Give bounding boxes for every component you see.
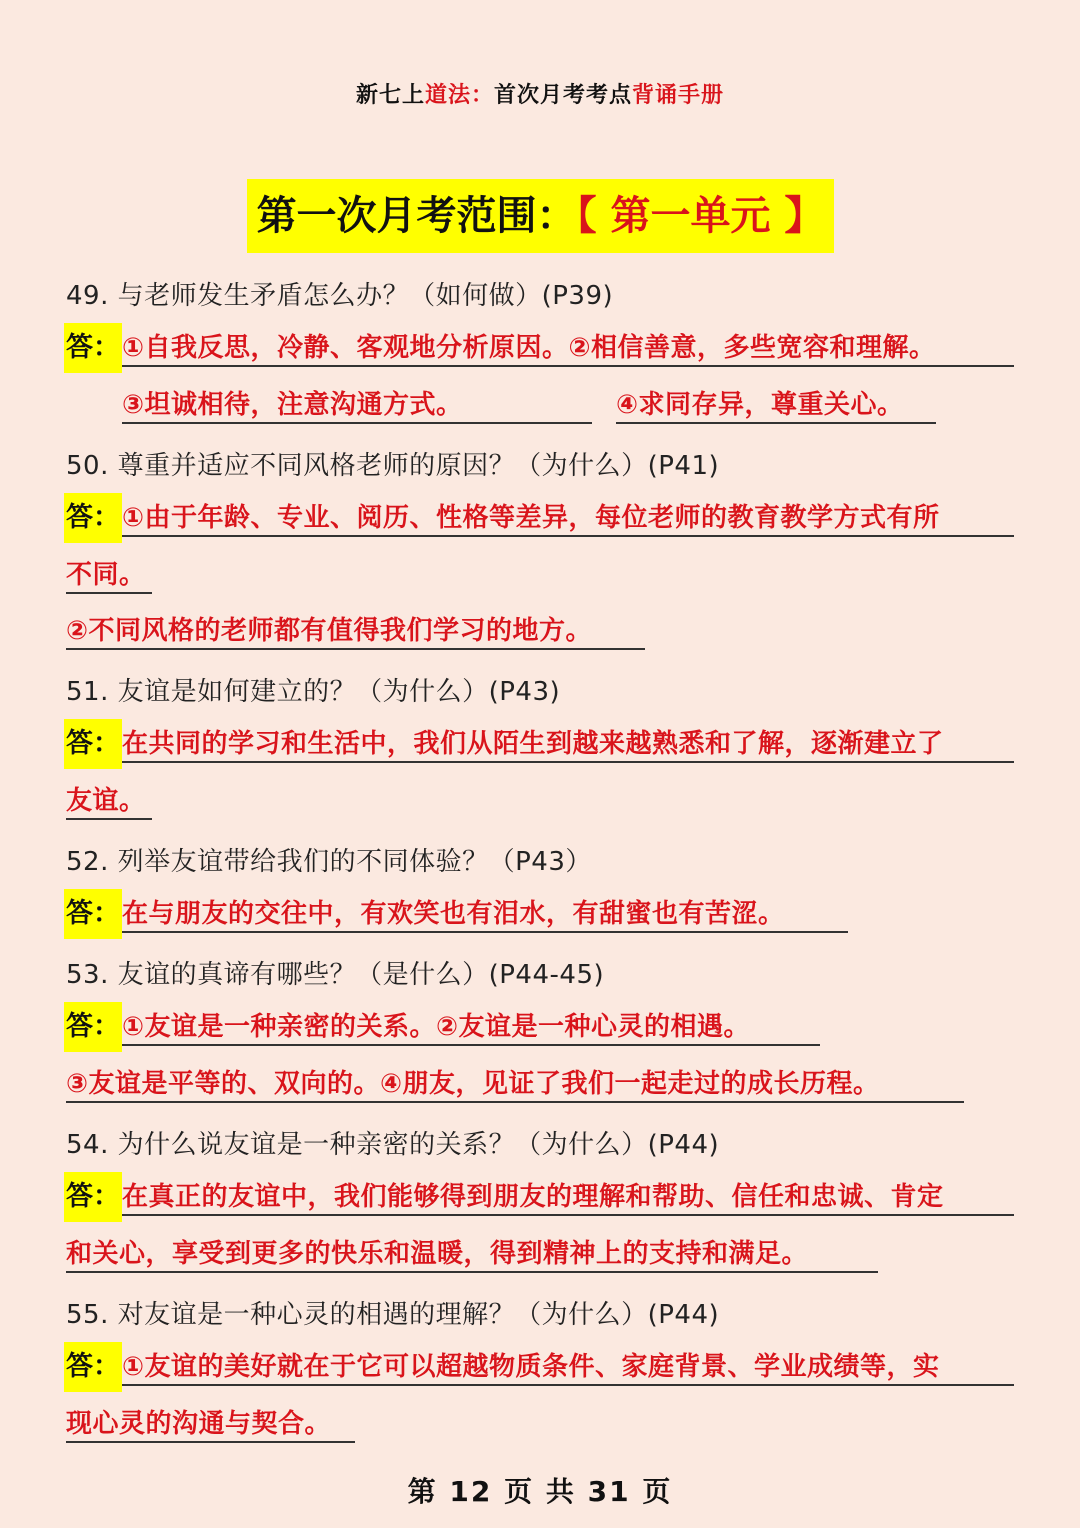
title-part-3: 首次月考考点: [494, 83, 633, 108]
question-55: 55. 对友谊是一种心灵的相遇的理解？（为什么）(P44): [66, 1300, 720, 1330]
title-part-2: 道法：: [424, 83, 494, 108]
answer-label: 答：: [64, 1342, 122, 1392]
answer-49-line-3: ④求同存异，尊重关心。: [616, 388, 936, 424]
question-50: 50. 尊重并适应不同风格老师的原因？（为什么）(P41): [66, 451, 720, 481]
answer-53-line-1: ①友谊是一种亲密的关系。②友谊是一种心灵的相遇。: [122, 1010, 820, 1046]
answer-54-line-2: 和关心，享受到更多的快乐和温暖，得到精神上的支持和满足。: [66, 1237, 878, 1273]
answer-50-line-2: 不同。: [66, 558, 152, 594]
answer-50-line-3: ②不同风格的老师都有值得我们学习的地方。: [66, 614, 645, 650]
answer-label: 答：: [64, 1002, 122, 1052]
answer-label: 答：: [64, 493, 122, 543]
question-51: 51. 友谊是如何建立的？（为什么）(P43): [66, 677, 561, 707]
exam-range-banner: [247, 179, 834, 253]
question-49: 49. 与老师发生矛盾怎么办？（如何做）(P39): [66, 281, 614, 311]
answer-49-line-2: ③坦诚相待，注意沟通方式。: [122, 388, 592, 424]
answer-55-line-1: ①友谊的美好就在于它可以超越物质条件、家庭背景、学业成绩等，实: [122, 1350, 1014, 1386]
answer-51-line-1: 在共同的学习和生活中，我们从陌生到越来越熟悉和了解，逐渐建立了: [122, 727, 1014, 763]
page-title: [0, 78, 1080, 109]
question-52: 52. 列举友谊带给我们的不同体验？（P43）: [66, 847, 592, 877]
answer-55-line-2: 现心灵的沟通与契合。: [66, 1407, 355, 1443]
answer-label: 答：: [64, 719, 122, 769]
question-54: 54. 为什么说友谊是一种亲密的关系？（为什么）(P44): [66, 1130, 720, 1160]
title-part-1: 新七上: [355, 83, 425, 108]
range-label: 第一次月考范围：: [256, 193, 577, 239]
answer-51-line-2: 友谊。: [66, 784, 152, 820]
page-number: 第 12 页 共 31 页: [407, 1475, 673, 1508]
title-part-4: 背诵手册: [632, 83, 725, 108]
answer-54-line-1: 在真正的友谊中，我们能够得到朋友的理解和帮助、信任和忠诚、肯定: [122, 1180, 1014, 1216]
answer-label: 答：: [64, 1172, 122, 1222]
answer-49-line-1: ①自我反思，冷静、客观地分析原因。②相信善意，多些宽容和理解。: [122, 331, 1014, 367]
answer-53-line-2: ③友谊是平等的、双向的。④朋友，见证了我们一起走过的成长历程。: [66, 1067, 964, 1103]
answer-label: 答：: [64, 889, 122, 939]
answer-label: 答：: [64, 323, 122, 373]
question-53: 53. 友谊的真谛有哪些？（是什么）(P44-45): [66, 960, 605, 990]
answer-52-line-1: 在与朋友的交往中，有欢笑也有泪水，有甜蜜也有苦涩。: [122, 897, 848, 933]
answer-50-line-1: ①由于年龄、专业、阅历、性格等差异，每位老师的教育教学方式有所: [122, 501, 1014, 537]
range-value: 【 第一单元 】: [576, 193, 825, 239]
